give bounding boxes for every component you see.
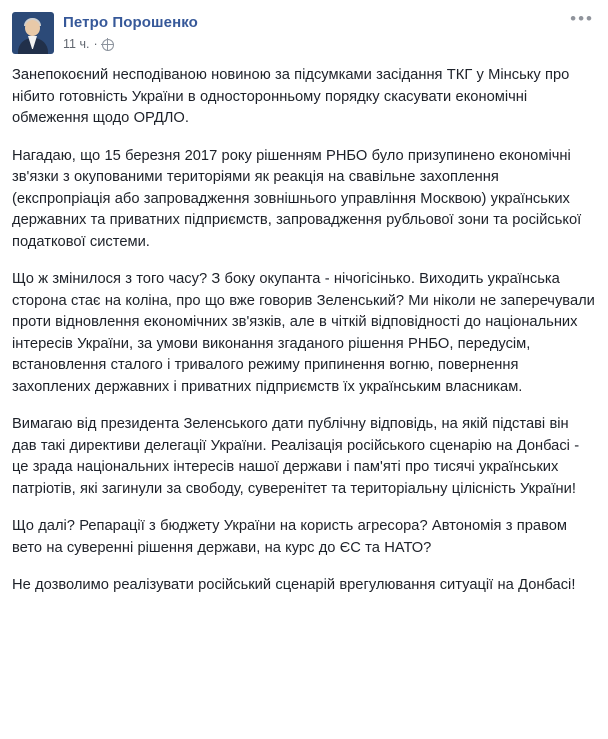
more-options-button[interactable]: ••• — [570, 9, 594, 28]
globe-icon — [102, 39, 114, 51]
post-paragraph: Нагадаю, що 15 березня 2017 року рішенням РНБО було призупинено економічні зв'язки з окупованими територіями як реакція на свавільне захоплення (експропріація або запровадження зовнішнього управління Москвою) українських державних та приватних підприємств, запровадження рубльової зони та російської податкової системи. — [12, 147, 582, 250]
post-header-text — [63, 12, 198, 53]
meta-separator: · — [93, 37, 98, 51]
avatar-head — [25, 20, 40, 36]
post-paragraph: Що ж змінилося з того часу? З боку окупанта - нічогісінько. Виходить українська сторона стає на коліна, про що вже говорив Зеленський? Ми ніколи не заперечували проти відновлення економічних зв'язків, але в чіткій відповідності до національних інтересів України, за умови виконання згаданого рішення РНБО, передусім, встановлення сталого і тривалого режиму припинення вогню, повернення захоплених державних і приватних підприємств їх українським власникам. — [12, 271, 595, 395]
post-body — [12, 60, 596, 597]
avatar[interactable] — [12, 12, 54, 54]
post-paragraph: Вимагаю від президента Зеленського дати публічну відповідь, на якій підставі він дав такі директиви делегації України. Реалізація російського сценарію на Донбасі - це зрада національних інтересів нашої держави і пам'яті про тисячі українських патріотів, які загинули за свободу, суверенітет та територіальну цілісність України! — [12, 416, 580, 497]
post-meta — [63, 36, 198, 53]
post-paragraph: Не дозволимо реалізувати російський сценарій врегулювання ситуації на Донбасі! — [12, 577, 576, 593]
post-paragraph: Занепокоєний несподіваною новиною за підсумками засідання ТКГ у Мінську про нібито готовність України в односторонньому порядку скасувати економічні обмеження щодо ОРДЛО. — [12, 67, 570, 126]
post-timestamp[interactable]: 11 ч. — [63, 37, 90, 51]
post-header — [12, 10, 596, 60]
post-paragraph: Що далі? Репарації з бюджету України на користь агресора? Автономія з правом вето на суверенні рішення держави, на курс до ЄС та НАТО? — [12, 518, 567, 556]
author-name[interactable]: Петро Порошенко — [63, 14, 198, 31]
